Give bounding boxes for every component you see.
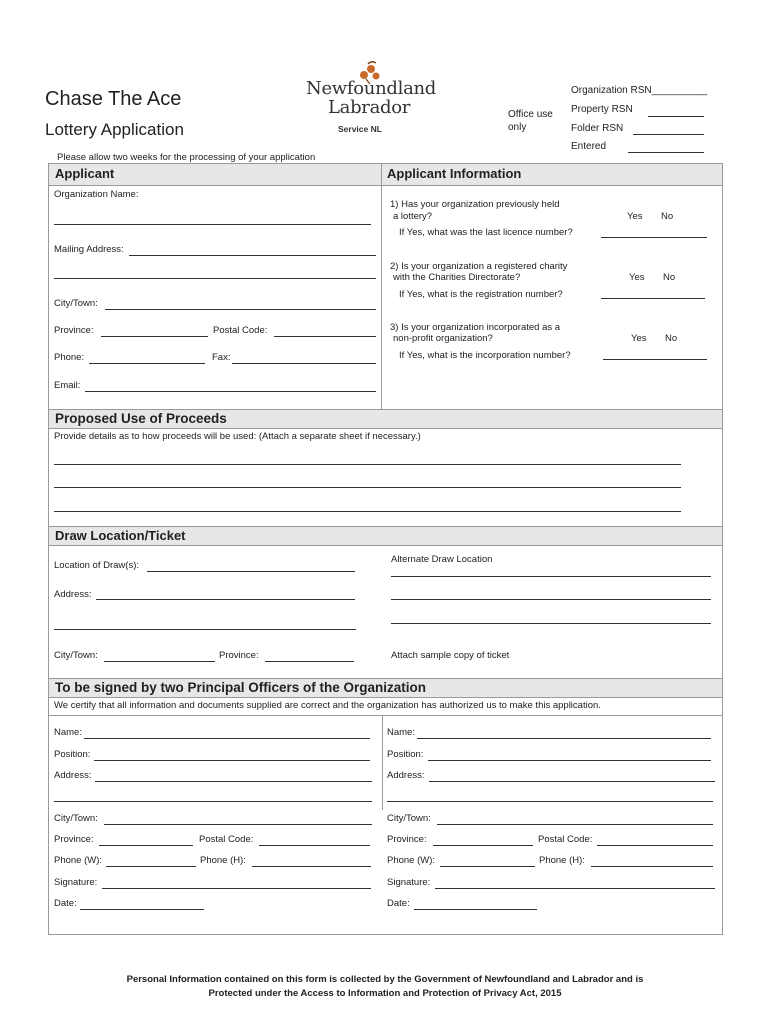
draw-city-label: City/Town: [54, 650, 98, 661]
officer2-name-label: Name: [387, 727, 415, 738]
postal-label: Postal Code: [213, 325, 268, 336]
property-rsn-field[interactable] [648, 116, 704, 117]
officer1-phone-h-field[interactable] [252, 866, 371, 867]
proceeds-line-1[interactable] [54, 464, 681, 465]
proceeds-line-3[interactable] [54, 511, 681, 512]
signed-header-bar [49, 678, 722, 698]
privacy-footer [0, 973, 770, 1001]
officer2-date-field[interactable] [414, 909, 537, 910]
q1-line1: 1) Has your organization previously held [390, 199, 560, 210]
mailing-field-1[interactable] [129, 255, 376, 256]
officer1-phone-w-field[interactable] [106, 866, 196, 867]
signed-heading: To be signed by two Principal Officers of the Organization [55, 680, 427, 695]
officer1-city-field[interactable] [104, 824, 372, 825]
q1-yes[interactable]: Yes [627, 211, 643, 222]
fax-field[interactable] [232, 363, 376, 364]
certify-statement: We certify that all information and documents supplied are correct and the organization has authorized us to make this application. [54, 700, 601, 711]
q3-yes[interactable]: Yes [631, 333, 647, 344]
officer1-position-field[interactable] [94, 760, 370, 761]
q3-incorporation-field[interactable] [603, 359, 707, 360]
officer1-address-field-2[interactable] [54, 801, 372, 802]
alternate-location-label: Alternate Draw Location [391, 554, 493, 565]
officer1-phone-h-label: Phone (H): [200, 855, 246, 866]
mailing-label: Mailing Address: [54, 244, 124, 255]
applicant-heading: Applicant [55, 166, 115, 181]
officer1-postal-field[interactable] [259, 845, 370, 846]
processing-note: Please allow two weeks for the processing of your application [57, 152, 316, 163]
officer1-province-field[interactable] [99, 845, 193, 846]
alternate-location-field[interactable] [391, 576, 711, 577]
signature-divider [382, 715, 383, 810]
officer1-date-field[interactable] [80, 909, 204, 910]
certify-divider [49, 715, 722, 716]
city-label: City/Town: [54, 298, 98, 309]
officer1-signature-field[interactable] [102, 888, 371, 889]
draw-address-label: Address: [54, 589, 92, 600]
office-use-label: Office use only [508, 109, 553, 133]
applicant-divider [381, 164, 382, 409]
org-name-field[interactable] [54, 224, 371, 225]
draw-location-label: Location of Draw(s): [54, 560, 140, 571]
postal-field[interactable] [274, 336, 376, 337]
draw-address-field-2[interactable] [54, 629, 356, 630]
officer2-address-field-2[interactable] [387, 801, 713, 802]
officer1-phone-w-label: Phone (W): [54, 855, 103, 866]
officer1-date-label: Date: [54, 898, 77, 909]
form-subtitle: Lottery Application [45, 120, 184, 139]
phone-label: Phone: [54, 352, 85, 363]
email-field[interactable] [85, 391, 376, 392]
privacy-footer-line1: Personal Information contained on this form is collected by the Government of Newfoundland and Labrador and is [126, 974, 644, 985]
q2-line1: 2) Is your organization a registered charity [390, 261, 568, 272]
org-name-label: Organization Name: [54, 189, 139, 200]
mailing-field-2[interactable] [54, 278, 376, 279]
officer2-city-field[interactable] [437, 824, 713, 825]
q3-line1: 3) Is your organization incorporated as a [390, 322, 561, 333]
province-label: Province: [54, 325, 94, 336]
applicant-info-heading: Applicant Information [387, 166, 522, 181]
attach-ticket-note: Attach sample copy of ticket [391, 650, 510, 661]
privacy-footer-line2: Protected under the Access to Information and Protection of Privacy Act, 2015 [208, 988, 562, 999]
officer2-name-field[interactable] [417, 738, 711, 739]
officer1-address-field-1[interactable] [95, 781, 372, 782]
draw-heading: Draw Location/Ticket [55, 528, 186, 543]
officer1-province-label: Province: [54, 834, 94, 845]
proceeds-line-2[interactable] [54, 487, 681, 488]
q3-line2: non-profit organization? [393, 333, 493, 344]
officer2-phone-h-field[interactable] [591, 866, 713, 867]
officer2-province-label: Province: [387, 834, 427, 845]
draw-location-field[interactable] [147, 571, 355, 572]
entered-label: Entered [571, 141, 607, 152]
phone-field[interactable] [89, 363, 205, 364]
draw-city-field[interactable] [104, 661, 215, 662]
q1-followup: If Yes, what was the last licence number? [399, 227, 573, 238]
q1-licence-field[interactable] [601, 237, 707, 238]
entered-field[interactable] [628, 152, 704, 153]
service-nl: Service NL [338, 124, 382, 134]
q3-followup: If Yes, what is the incorporation number? [399, 350, 571, 361]
officer1-signature-label: Signature: [54, 877, 98, 888]
folder-rsn-label: Folder RSN [571, 123, 624, 134]
q2-yes[interactable]: Yes [629, 272, 645, 283]
draw-address-field-1[interactable] [96, 599, 355, 600]
q2-no[interactable]: No [663, 272, 676, 283]
officer1-position-label: Position: [54, 749, 91, 760]
q2-line2: with the Charities Directorate? [393, 272, 521, 283]
officer1-name-field[interactable] [84, 738, 370, 739]
officer1-name-label: Name: [54, 727, 82, 738]
officer1-address-label: Address: [54, 770, 92, 781]
alternate-address-field-1[interactable] [391, 599, 711, 600]
q1-line2: a lottery? [393, 211, 433, 222]
officer1-postal-label: Postal Code: [199, 834, 254, 845]
folder-rsn-field[interactable] [633, 134, 704, 135]
officer2-province-field[interactable] [433, 845, 533, 846]
officer2-address-field-1[interactable] [429, 781, 715, 782]
officer2-date-label: Date: [387, 898, 410, 909]
officer2-phone-h-label: Phone (H): [539, 855, 585, 866]
officer2-address-label: Address: [387, 770, 425, 781]
draw-province-field[interactable] [265, 661, 354, 662]
property-rsn-label: Property RSN [571, 104, 633, 115]
proceeds-header-bar [49, 409, 722, 429]
officer2-phone-w-field[interactable] [440, 866, 535, 867]
officer2-postal-field[interactable] [597, 845, 713, 846]
form-title: Chase The Ace [45, 88, 182, 110]
org-rsn-label: Organization RSN__________ [571, 85, 708, 96]
officer2-city-label: City/Town: [387, 813, 431, 824]
alternate-address-field-2[interactable] [391, 623, 711, 624]
q2-registration-field[interactable] [601, 298, 705, 299]
logo-line2: Labrador [328, 97, 411, 118]
city-field[interactable] [105, 309, 376, 310]
logo-line1: Newfoundland [306, 78, 437, 99]
email-label: Email: [54, 380, 81, 391]
applicant-header-bar [49, 164, 722, 186]
q3-no[interactable]: No [665, 333, 678, 344]
proceeds-heading: Proposed Use of Proceeds [55, 411, 227, 426]
officer2-signature-field[interactable] [435, 888, 715, 889]
draw-header-bar [49, 526, 722, 546]
proceeds-details-label: Provide details as to how proceeds will be used: (Attach a separate sheet if necessary.) [54, 431, 421, 442]
officer2-position-label: Position: [387, 749, 424, 760]
officer2-postal-label: Postal Code: [538, 834, 593, 845]
q2-followup: If Yes, what is the registration number? [399, 289, 563, 300]
fax-label: Fax: [212, 352, 231, 363]
q1-no[interactable]: No [661, 211, 674, 222]
form-frame [48, 163, 723, 935]
officer1-city-label: City/Town: [54, 813, 98, 824]
officer2-phone-w-label: Phone (W): [387, 855, 436, 866]
draw-province-label: Province: [219, 650, 259, 661]
officer2-signature-label: Signature: [387, 877, 431, 888]
province-field[interactable] [101, 336, 208, 337]
officer2-position-field[interactable] [428, 760, 711, 761]
